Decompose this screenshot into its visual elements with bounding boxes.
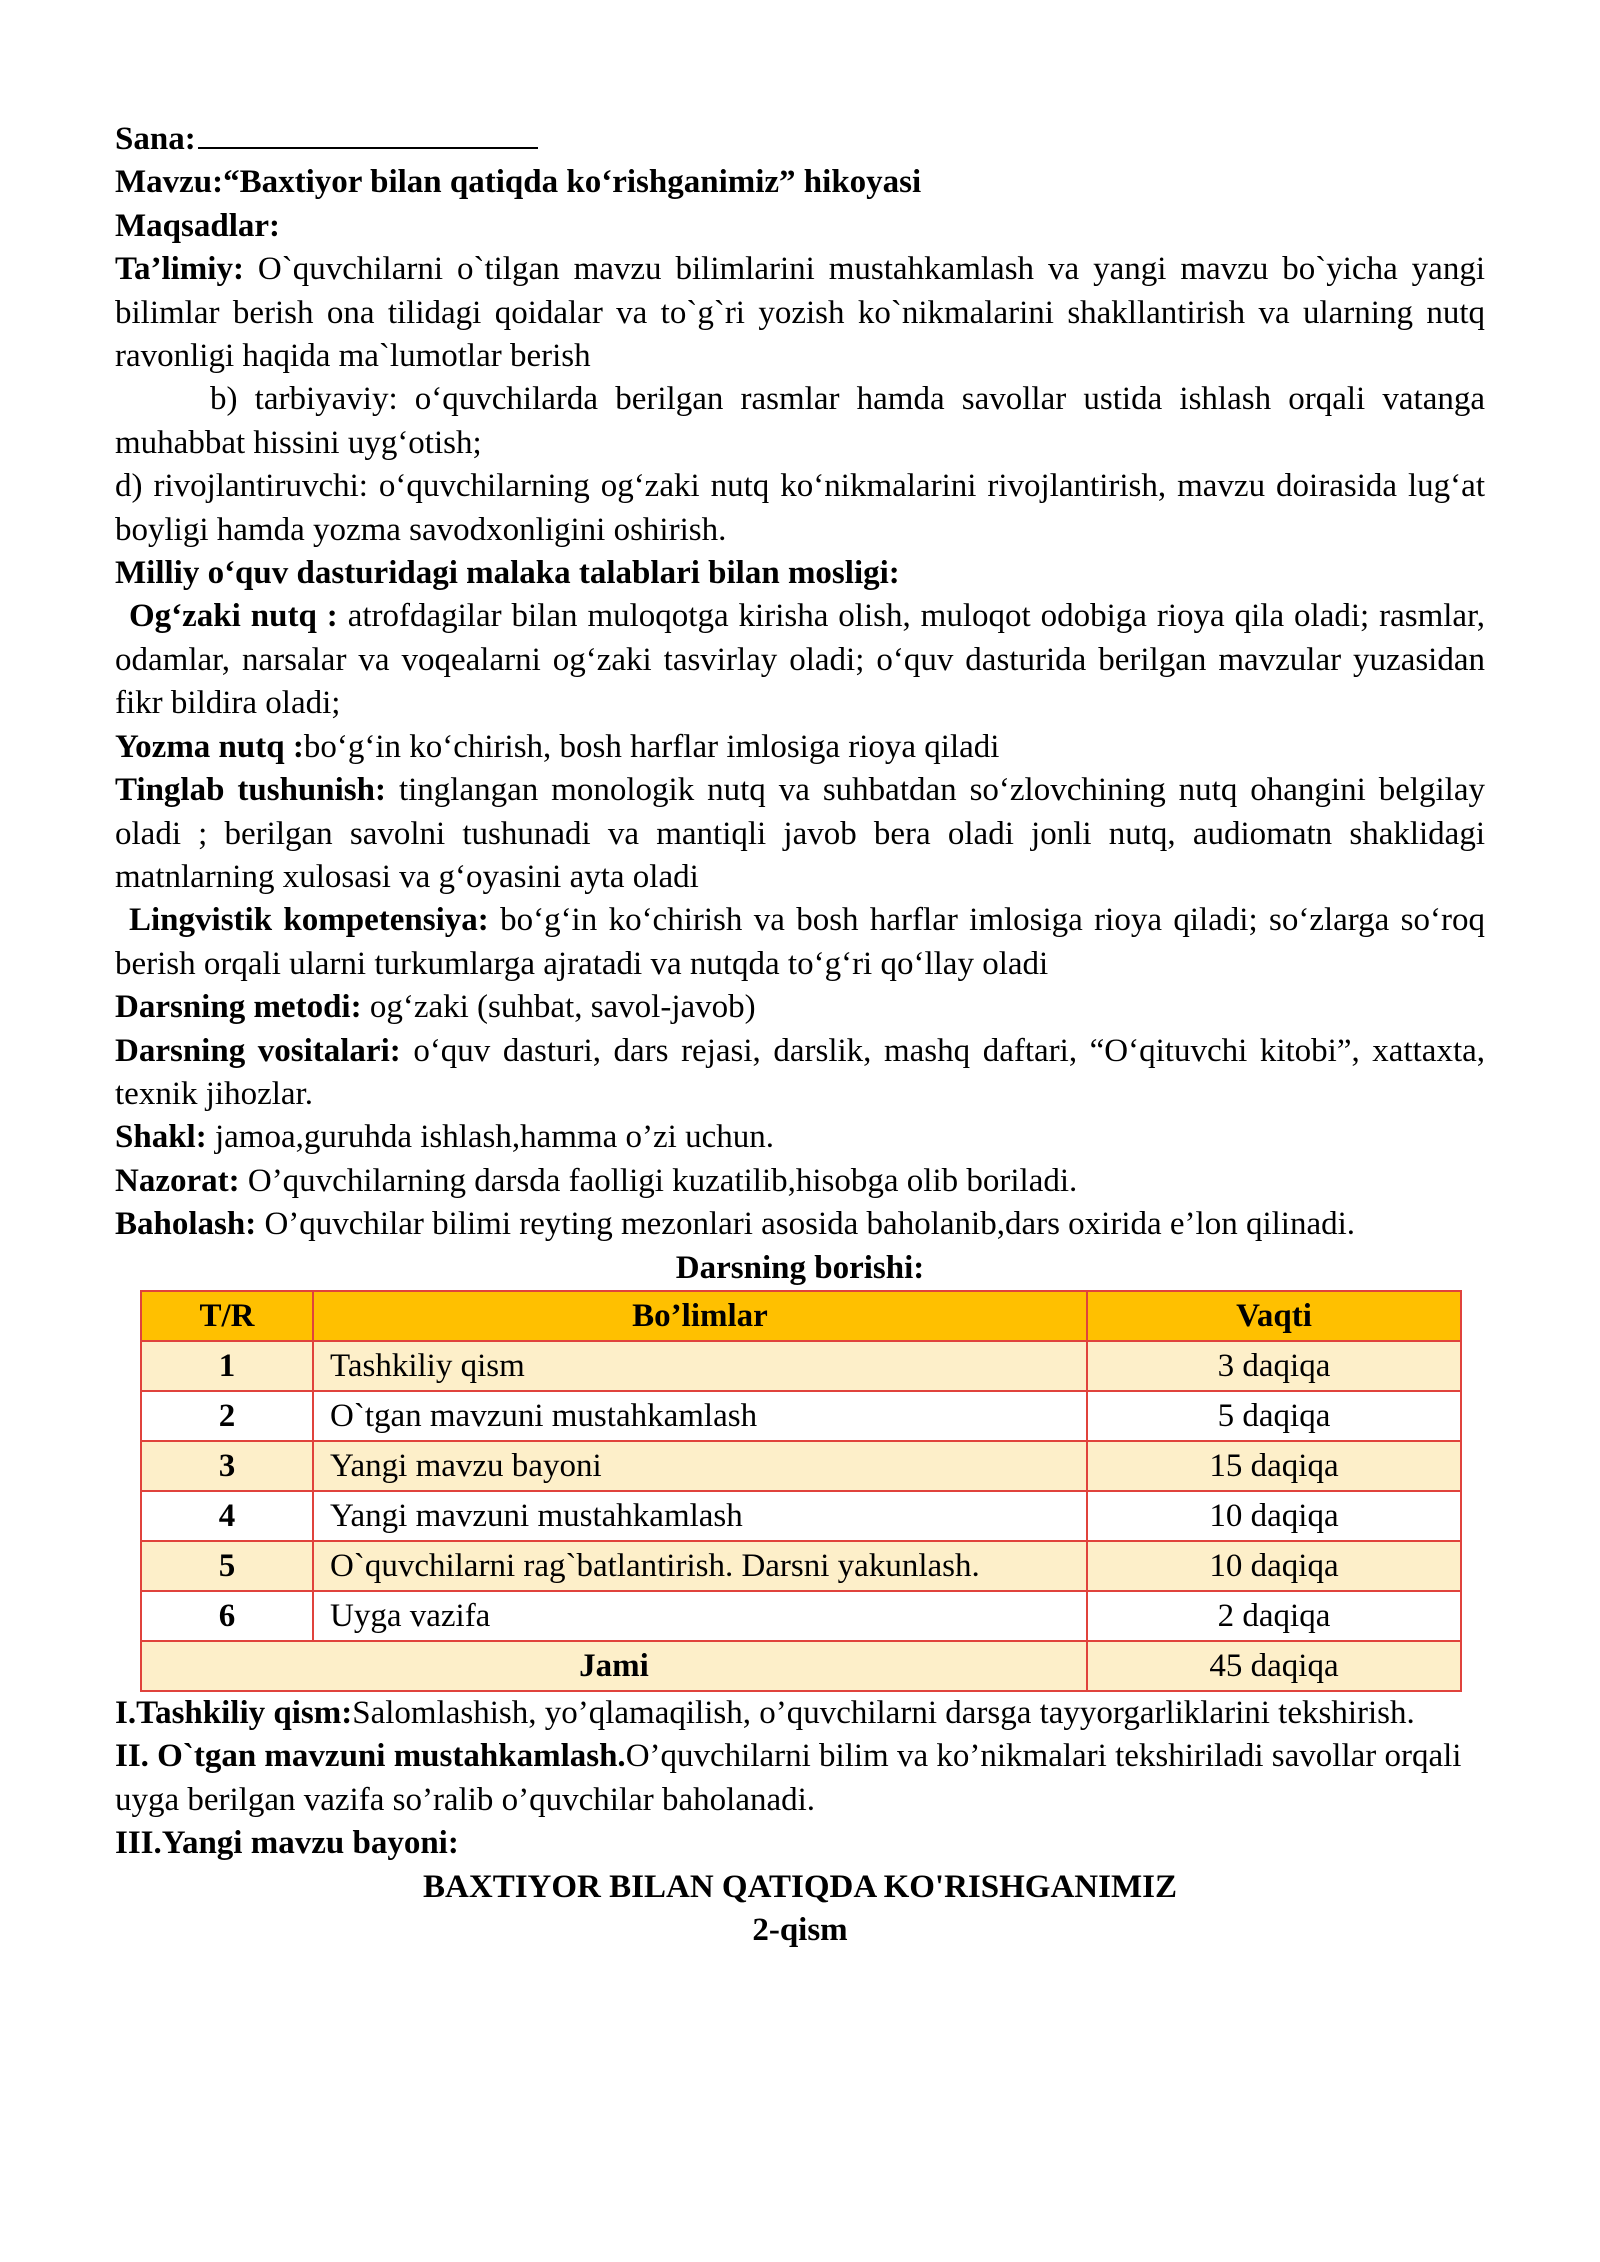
control-text: O’quvchilarning darsda faolligi kuzatilib,hisobga olib boriladi. — [239, 1162, 1078, 1199]
row-time: 5 daqiqa — [1087, 1391, 1461, 1441]
row-section: Uyga vazifa — [313, 1591, 1087, 1641]
goal-educational-text: O`quvchilarni o`tilgan mavzu bilimlarini mustahkamlash va yangi mavzu bo`yicha yangi bilimlar berish ona tilidagi qoidalar va to`g`ri yozish ko`nikmalarini shakllantirish va ularning nutq ravonligi haqida ma`lumotlar berish — [115, 251, 1485, 375]
story-title: BAXTIYOR BILAN QATIQDA KO'RISHGANIMIZ — [423, 1868, 1177, 1905]
table-row — [141, 1441, 1461, 1491]
standard-oral-speech — [115, 595, 1485, 725]
assessment-label: Baholash: — [115, 1206, 257, 1243]
table-row — [141, 1541, 1461, 1591]
stage-2-text: O’quvchilarni bilim va ko’nikmalari tekshiriladi savollar orqali uyga berilgan vazifa so’ralib o’quvchilar baholanadi. — [115, 1738, 1462, 1818]
lesson-tools — [115, 1030, 1485, 1117]
standard-linguistic — [115, 899, 1485, 986]
written-speech-text: bo‘g‘in ko‘chirish, bosh harflar imlosiga rioya qiladi — [303, 728, 1000, 765]
tools-label: Darsning vositalari: — [115, 1032, 401, 1069]
table-row — [141, 1591, 1461, 1641]
row-time: 15 daqiqa — [1087, 1441, 1461, 1491]
table-header-row — [141, 1291, 1461, 1341]
tools-text: o‘quv dasturi, dars rejasi, darslik, mashq daftari, “O‘qituvchi kitobi”, xattaxta, texnik jihozlar. — [115, 1032, 1486, 1112]
goal-upbringing: b) tarbiyaviy: o‘quvchilarda berilgan rasmlar hamda savollar ustida ishlash orqali vatanga muhabbat hissini uyg‘otish; — [115, 381, 1485, 461]
stage-new-topic: III.Yangi mavzu bayoni: — [115, 1825, 459, 1862]
form-label: Shakl: — [115, 1119, 207, 1156]
plan-title: Darsning borishi: — [675, 1249, 925, 1286]
row-time: 10 daqiqa — [1087, 1541, 1461, 1591]
lesson-form — [115, 1116, 1485, 1159]
listening-text: tinglangan monologik nutq va suhbatdan so‘zlovchining nutq ohangini belgilay oladi ; berilgan savolni tushunadi va mantiqli javob bera oladi jonli nutq, audiomatn shaklidagi matnlarning xulosasi va g‘oyasini ayta oladi — [115, 772, 1485, 895]
method-label: Darsning metodi: — [115, 989, 362, 1026]
lesson-plan-table — [140, 1290, 1462, 1692]
goal-developmental: d) rivojlantiruvchi: o‘quvchilarning og‘zaki nutq ko‘nikmalarini rivojlantirish, mavzu doirasida lug‘at boyligi hamda yozma savodxonligini oshirish. — [115, 468, 1485, 548]
table-row — [141, 1391, 1461, 1441]
date-line — [115, 115, 1485, 161]
header-time: Vaqti — [1087, 1291, 1461, 1341]
stage-organizational — [115, 1692, 1485, 1735]
stage-review — [115, 1735, 1485, 1822]
goal-educational — [115, 248, 1485, 378]
lesson-plan-page — [115, 115, 1485, 1952]
row-number: 2 — [141, 1391, 313, 1441]
row-number: 3 — [141, 1441, 313, 1491]
topic-line — [115, 161, 1485, 204]
header-sections: Bo’limlar — [313, 1291, 1087, 1341]
topic-label: Mavzu: — [115, 164, 224, 201]
row-section: Yangi mavzuni mustahkamlash — [313, 1491, 1087, 1541]
standard-listening — [115, 769, 1485, 899]
form-text: jamoa,guruhda ishlash,hamma o’zi uchun. — [206, 1119, 774, 1156]
header-number: T/R — [141, 1291, 313, 1341]
linguistic-text: bo‘g‘in ko‘chirish va bosh harflar imlosiga rioya qiladi; so‘zlarga so‘roq berish orqali ularni turkumlarga ajratadi va nutqda to‘g‘ri qo‘llay oladi — [115, 902, 1485, 982]
listening-label: Tinglab tushunish: — [115, 772, 386, 809]
row-time: 3 daqiqa — [1087, 1341, 1461, 1391]
table-total-row — [141, 1641, 1461, 1691]
row-time: 10 daqiqa — [1087, 1491, 1461, 1541]
control-label: Nazorat: — [115, 1162, 240, 1199]
row-number: 5 — [141, 1541, 313, 1591]
row-section: O`quvchilarni rag`batlantirish. Darsni yakunlash. — [313, 1541, 1087, 1591]
story-part: 2-qism — [752, 1912, 848, 1948]
lesson-control — [115, 1160, 1485, 1203]
date-blank — [198, 115, 538, 149]
date-label: Sana: — [115, 121, 196, 157]
written-speech-label: Yozma nutq : — [115, 728, 304, 765]
standard-written-speech — [115, 726, 1485, 769]
standards-heading: Milliy o‘quv dasturidagi malaka talablari bilan mosligi: — [115, 555, 900, 592]
row-time: 2 daqiqa — [1087, 1591, 1461, 1641]
total-time: 45 daqiqa — [1087, 1641, 1461, 1691]
goals-heading: Maqsadlar: — [115, 207, 280, 244]
row-section: Yangi mavzu bayoni — [313, 1441, 1087, 1491]
row-section: O`tgan mavzuni mustahkamlash — [313, 1391, 1087, 1441]
lesson-method — [115, 986, 1485, 1029]
table-row — [141, 1341, 1461, 1391]
oral-speech-label: Og‘zaki nutq : — [129, 598, 338, 635]
stage-1-label: I.Tashkiliy qism: — [115, 1694, 353, 1731]
row-number: 6 — [141, 1591, 313, 1641]
topic-text: “Baxtiyor bilan qatiqda ko‘rishganimiz” hikoyasi — [223, 164, 922, 201]
linguistic-label: Lingvistik kompetensiya: — [129, 902, 489, 939]
stage-1-text: Salomlashish, yo’qlamaqilish, o’quvchilarni darsga tayyorgarliklarini tekshirish. — [352, 1694, 1415, 1731]
assessment-text: O’quvchilar bilimi reyting mezonlari asosida baholanib,dars oxirida e’lon qilinadi. — [256, 1206, 1356, 1243]
oral-speech-text: atrofdagilar bilan muloqotga kirisha olish, muloqot odobiga rioya qila oladi; rasmlar, odamlar, narsalar va voqealarni og‘zaki tasvirlay oladi; o‘quv dasturida berilgan mavzular yuzasidan fikr bildira oladi; — [115, 598, 1485, 722]
row-section: Tashkiliy qism — [313, 1341, 1087, 1391]
stage-2-label: II. O`tgan mavzuni mustahkamlash. — [115, 1738, 626, 1775]
row-number: 1 — [141, 1341, 313, 1391]
table-row — [141, 1491, 1461, 1541]
goal-educational-label: Ta’limiy: — [115, 251, 244, 288]
lesson-assessment — [115, 1203, 1485, 1246]
row-number: 4 — [141, 1491, 313, 1541]
method-text: og‘zaki (suhbat, savol-javob) — [361, 989, 756, 1026]
total-label: Jami — [141, 1641, 1087, 1691]
